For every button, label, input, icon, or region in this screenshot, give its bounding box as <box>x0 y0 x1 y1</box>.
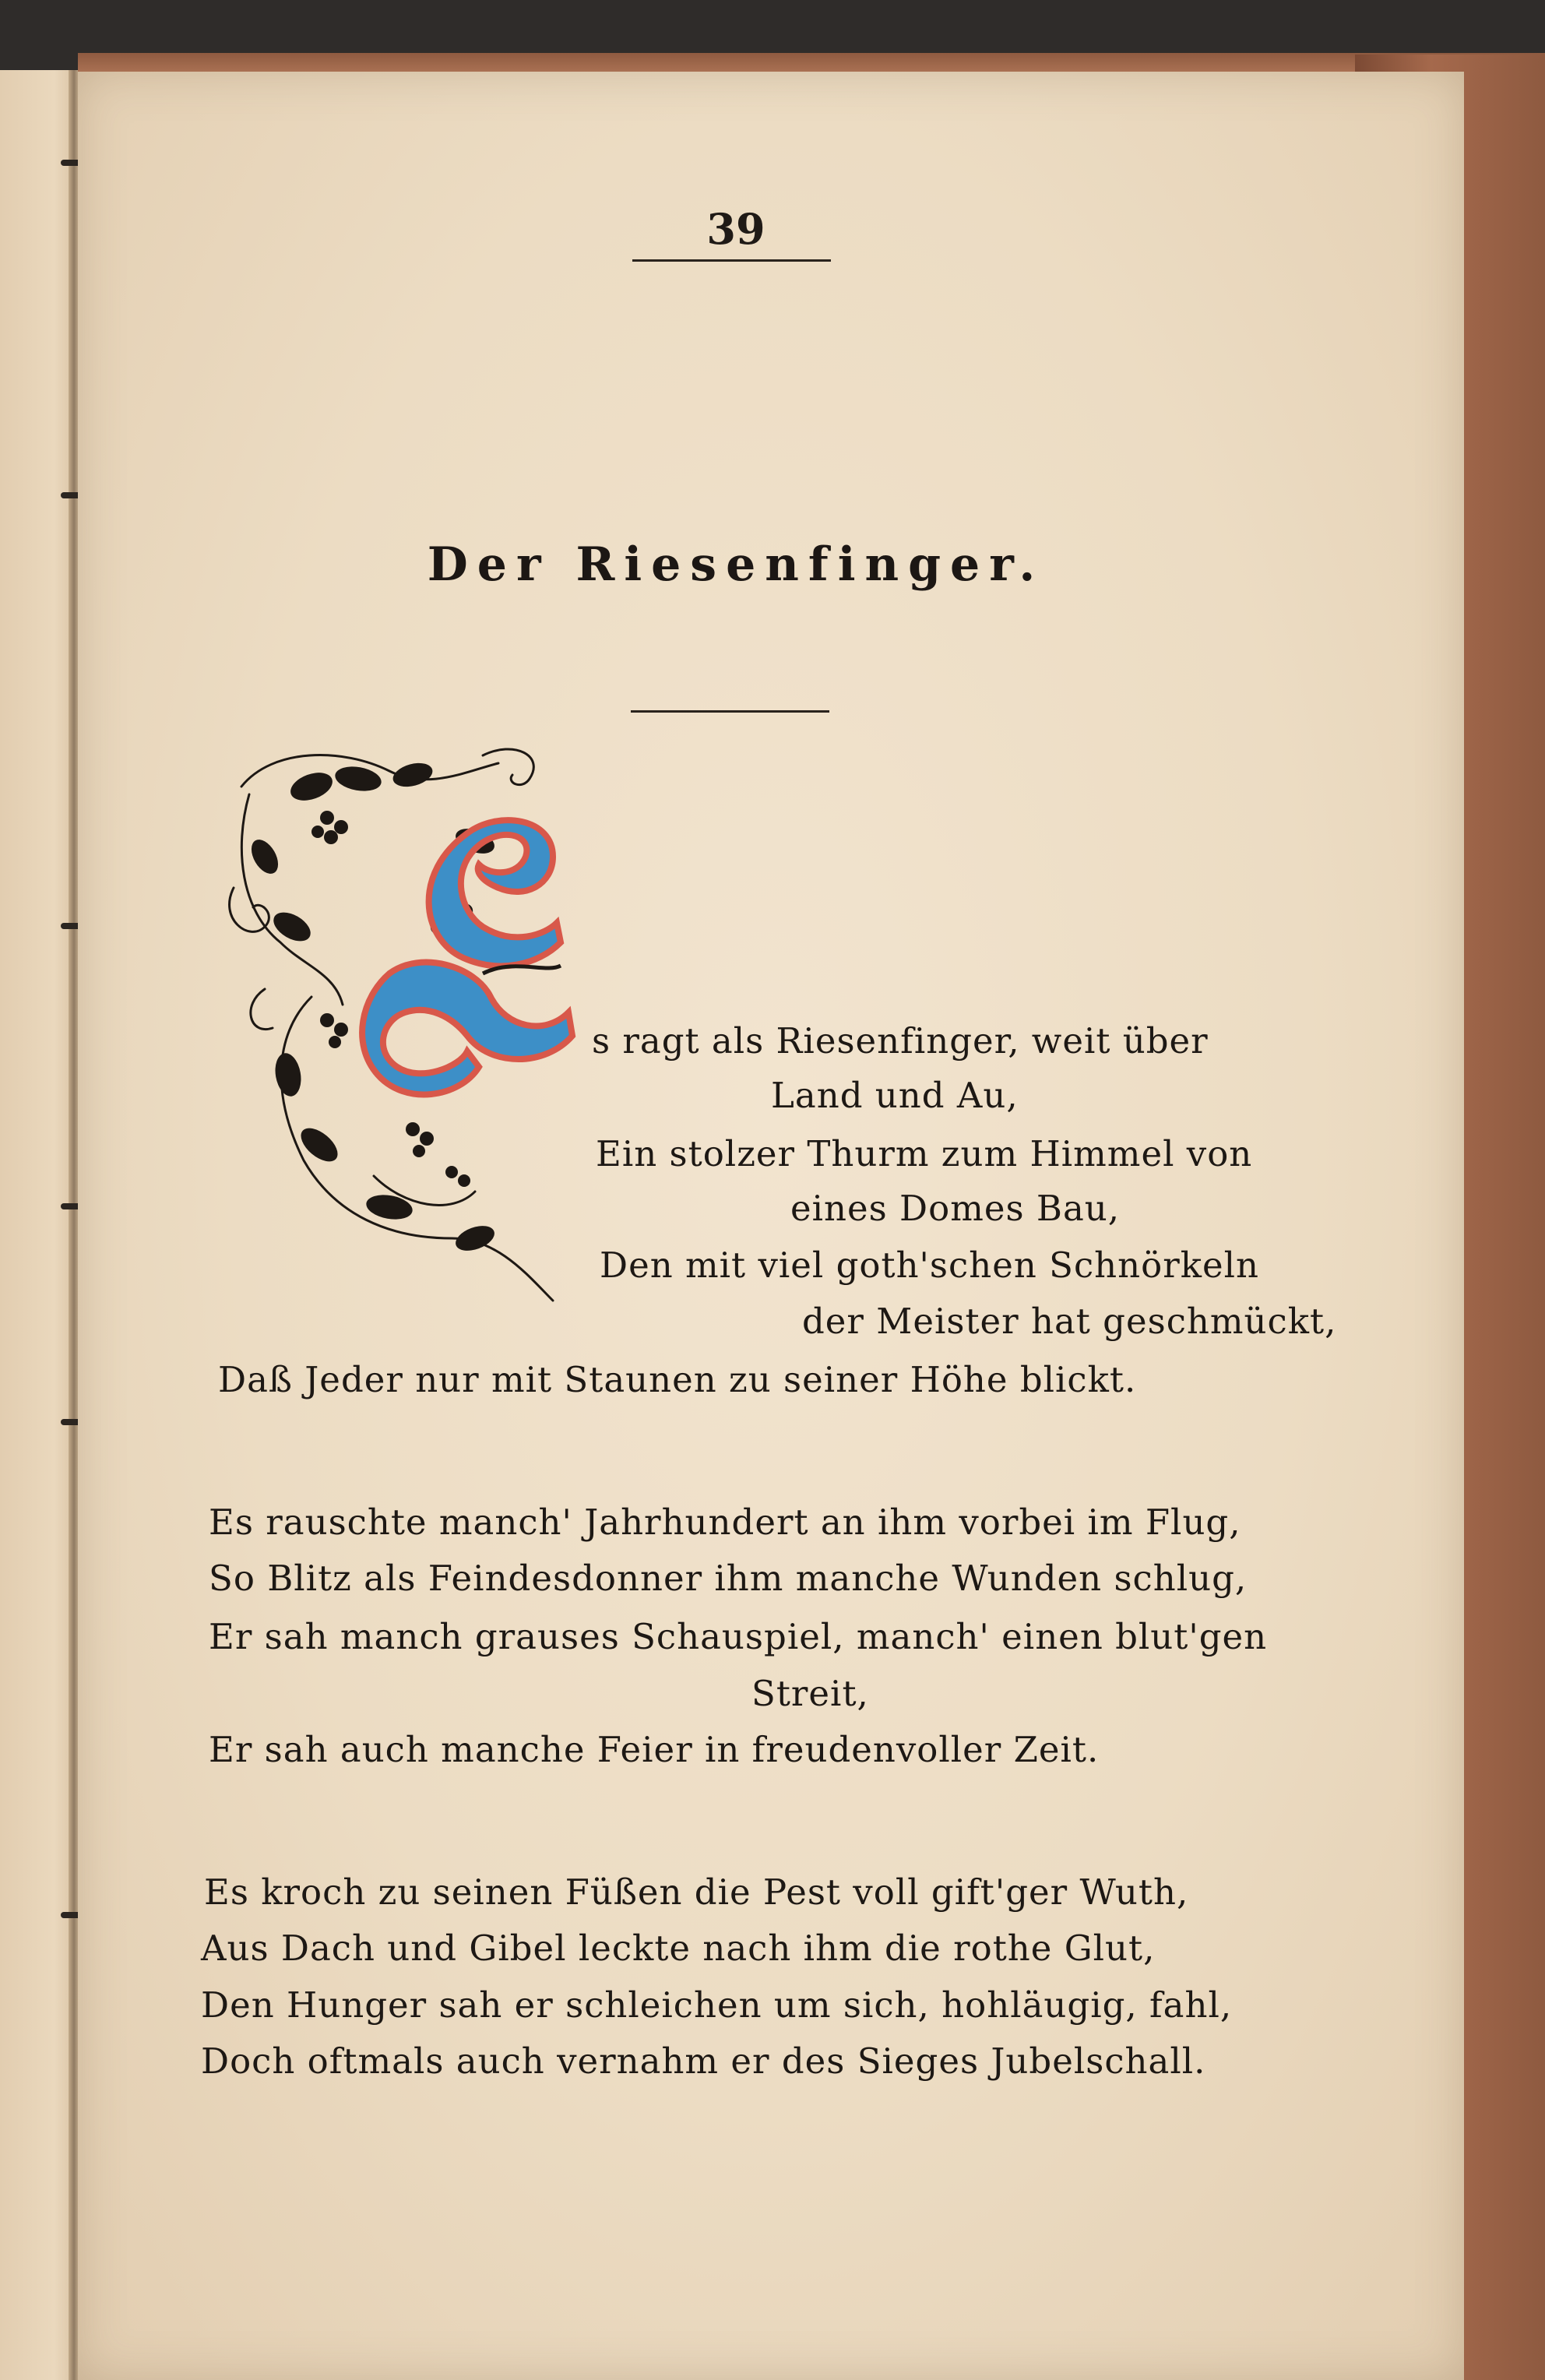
poem-line: Land und Au, <box>771 1075 1019 1116</box>
poem-line: Streit, <box>751 1673 869 1714</box>
poem-line: Daß Jeder nur mit Staunen zu seiner Höhe blickt. <box>218 1359 1137 1400</box>
left-page-edge <box>0 70 78 2380</box>
poem-line: Es kroch zu seinen Füßen die Pest voll gift'ger Wuth, <box>204 1871 1189 1913</box>
poem-title: Der Riesenfinger. <box>427 537 1045 592</box>
poem-line: Es rauschte manch' Jahrhundert an ihm vorbei im Flug, <box>209 1502 1241 1543</box>
poem-line: Er sah manch grauses Schauspiel, manch' einen blut'gen <box>209 1616 1268 1657</box>
poem-line: Den mit viel goth'schen Schnörkeln <box>600 1245 1259 1286</box>
poem-line: eines Domes Bau, <box>790 1188 1121 1229</box>
header-rule <box>632 259 831 262</box>
poem-line: Doch oftmals auch vernahm er des Sieges Jubelschall. <box>201 2040 1206 2082</box>
initial-letter-e <box>362 820 572 1094</box>
title-rule <box>631 710 829 713</box>
poem-line: der Meister hat geschmückt, <box>802 1301 1337 1342</box>
poem-line: Ein stolzer Thurm zum Himmel von <box>596 1133 1253 1174</box>
poem-line: Den Hunger sah er schleichen um sich, hohläugig, fahl, <box>201 1984 1233 2026</box>
decorated-initial-e <box>218 740 592 1316</box>
poem-line: Aus Dach und Gibel leckte nach ihm die rothe Glut, <box>201 1928 1156 1969</box>
poem-line: So Blitz als Feindesdonner ihm manche Wunden schlug, <box>209 1558 1248 1599</box>
poem-line: Er sah auch manche Feier in freudenvoller Zeit. <box>209 1729 1100 1770</box>
poem-line: s ragt als Riesenfinger, weit über <box>592 1020 1209 1061</box>
page-number: 39 <box>706 204 765 254</box>
